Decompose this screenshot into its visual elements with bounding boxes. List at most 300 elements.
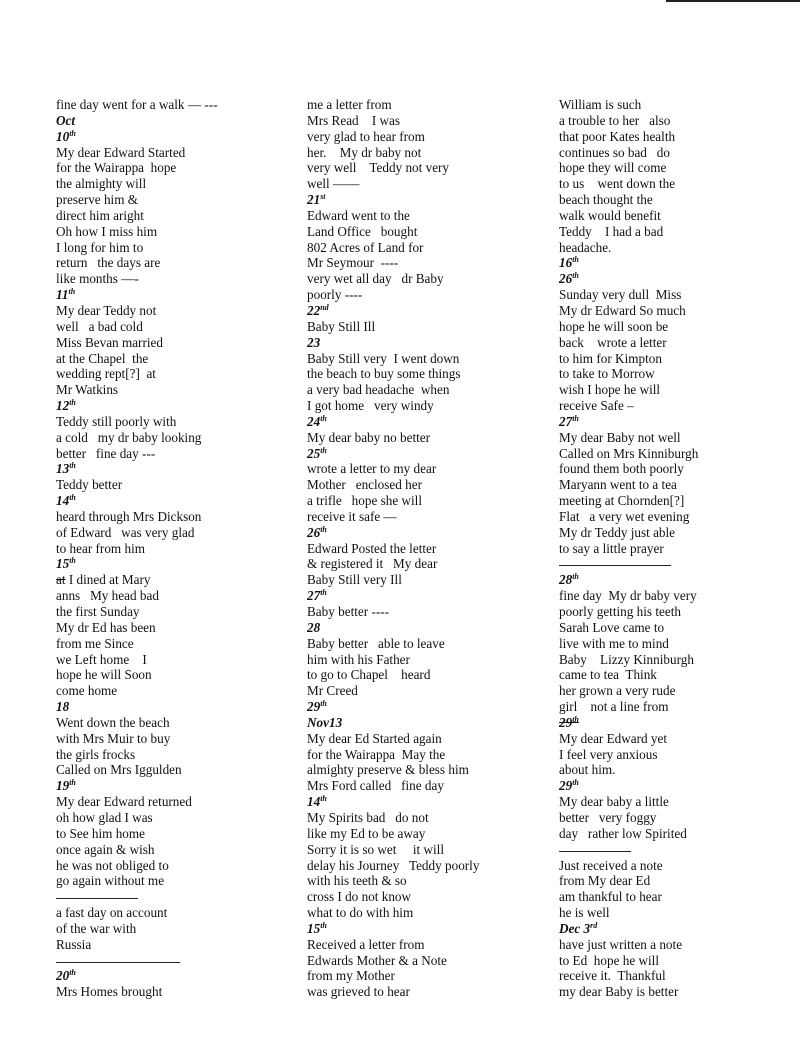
entry-line [559,145,784,161]
entry-line [559,667,784,683]
entry-line [559,287,784,303]
entry-line [56,683,281,699]
entry-line [559,224,784,240]
entry-text: him with his Father [307,651,410,667]
entry-line [559,113,784,129]
entry-text: to us went down the [559,176,676,192]
entry-text: My dear Edward yet [559,730,668,746]
entry-text: My dear Teddy not [56,302,157,318]
date-suffix: th [572,271,579,281]
entry-text: My dear Baby not well [559,429,681,445]
date-heading [307,715,532,731]
entry-line [307,366,532,382]
date-heading [559,921,784,937]
entry-line [307,810,532,826]
entry-text: day rather low Spirited [559,825,687,841]
entry-line [56,208,281,224]
entry-line [559,731,784,747]
date-number: 18 [56,699,70,715]
entry-line [307,255,532,271]
entry-line [56,652,281,668]
entry-line [307,398,532,414]
entry-text: anns My head bad [56,588,159,604]
entry-line [559,541,784,557]
entry-text: go again without me [56,873,165,889]
entry-line [307,652,532,668]
entry-line [56,604,281,620]
date-suffix: th [572,413,579,423]
entry-text: Mr Creed [307,683,358,699]
entry-line [307,145,532,161]
entry-text: oh how glad I was [56,809,153,825]
date-number: 20 [56,968,70,984]
entry-line [56,984,281,1000]
date-heading [56,398,281,414]
entry-line [56,525,281,541]
entry-line [307,889,532,905]
entry-text: of the war with [56,920,137,936]
entry-line [56,446,281,462]
date-suffix: th [69,778,76,788]
entry-text: we Left home I [56,651,147,667]
date-suffix: rd [590,920,598,930]
date-heading [307,620,532,636]
entry-text: cross I do not know [307,889,412,905]
entry-text: found them both poorly [559,461,684,477]
entry-text: to take to Morrow [559,366,655,382]
entry-text: Mother enclosed her [307,477,422,493]
date-suffix: th [320,920,327,930]
entry-line [559,525,784,541]
entry-text: Called on Mrs Kinniburgh [559,445,699,461]
date-suffix: th [320,588,327,598]
date-number: 28 [559,572,573,588]
entry-line [56,937,281,953]
entry-text: Oh how I miss him [56,223,158,239]
entry-text: continues so bad do [559,144,670,160]
entry-line [56,715,281,731]
entry-line [559,160,784,176]
entry-line [559,477,784,493]
entry-line [559,382,784,398]
entry-text: Teddy I had a bad [559,223,664,239]
entry-line [56,541,281,557]
entry-text: I dined at Mary [65,572,151,588]
date-heading [559,271,784,287]
entry-text: what to do with him [307,905,414,921]
entry-line [307,240,532,256]
entry-text: My dear Edward returned [56,794,192,810]
entry-line [307,762,532,778]
entry-text: very wet all day dr Baby [307,271,444,287]
entry-text: receive it. Thankful [559,968,666,984]
entry-text: once again & wish [56,841,155,857]
entry-line [56,319,281,335]
entry-text: better very foggy [559,809,657,825]
entry-line [307,858,532,874]
separator-line [559,842,784,858]
entry-line [307,636,532,652]
entry-line [56,176,281,192]
date-suffix: th [69,398,76,408]
entry-text: preserve him & [56,192,139,208]
entry-text: Edward Posted the letter [307,540,437,556]
entry-text: of Edward was very glad [56,524,195,540]
separator-line [56,953,281,969]
entry-text: poorly getting his teeth [559,604,681,619]
entry-line [307,160,532,176]
entry-line [56,588,281,604]
entry-text: to hear from him [56,540,145,556]
entry-text: Baby better ---- [307,604,390,619]
entry-line [559,905,784,921]
entry-line [307,826,532,842]
date-number: 22 [307,302,321,318]
entry-line [307,667,532,683]
entry-text: William is such [559,97,642,112]
date-heading [56,699,281,715]
entry-line [56,366,281,382]
entry-line [56,858,281,874]
entry-line [307,208,532,224]
entry-line [56,762,281,778]
date-heading [56,778,281,794]
date-suffix: th [572,255,579,265]
date-suffix: th [69,556,76,566]
entry-line [307,509,532,525]
entry-line [307,683,532,699]
date-heading [56,129,281,145]
entry-line [56,842,281,858]
entry-text: with his teeth & so [307,873,407,889]
entry-line [56,620,281,636]
date-suffix: th [69,968,76,978]
entry-text: her grown a very rude [559,683,676,699]
date-number: 12 [56,398,70,414]
entry-text: wrote a letter to my dear [307,461,437,477]
entry-text: from My dear Ed [559,873,651,889]
entry-text: direct him aright [56,207,144,223]
date-number: 27 [559,413,573,429]
entry-line [56,97,281,113]
entry-text: Baby Still very Ill [307,572,402,588]
date-heading [307,794,532,810]
date-heading [559,778,784,794]
entry-line [56,636,281,652]
entry-text: hope they will come [559,160,667,176]
date-heading [307,335,532,351]
entry-text: Baby Still Ill [307,318,376,334]
date-number: 16 [559,255,573,271]
entry-line [56,873,281,889]
date-number: 19 [56,778,70,794]
entry-line [559,335,784,351]
date-number: Nov13 [307,714,343,730]
date-heading [56,461,281,477]
entry-line [307,842,532,858]
date-number: 10 [56,128,70,144]
date-heading [559,414,784,430]
entry-text: hope he will soon be [559,318,669,334]
entry-line [559,398,784,414]
entry-line [559,192,784,208]
entry-text: walk would benefit [559,207,661,223]
entry-text: better fine day --- [56,445,156,461]
date-suffix: th [320,794,327,804]
diary-column-1 [56,97,281,1000]
entry-line [559,366,784,382]
date-suffix: th [320,524,327,534]
entry-line [559,430,784,446]
entry-text: with Mrs Muir to buy [56,730,171,746]
entry-text: receive Safe – [559,398,634,414]
entry-text: Edwards Mother & a Note [307,952,447,968]
entry-line [559,493,784,509]
entry-text: live with me to mind [559,635,669,651]
date-heading [56,968,281,984]
diary-column-3 [559,97,784,1000]
date-number: 15 [307,920,321,936]
date-number: 26 [559,271,573,287]
entry-line [559,968,784,984]
entry-line [559,509,784,525]
date-heading [307,921,532,937]
entry-line [307,176,532,192]
date-heading [559,572,784,588]
entry-text: beach thought the [559,192,653,208]
date-heading [56,287,281,303]
entry-text: fine day went for a walk — --- [56,97,218,112]
entry-text: from me Since [56,635,134,651]
entry-line [559,461,784,477]
entry-text: wedding rept[?] at [56,366,156,382]
entry-line [307,113,532,129]
entry-text: Baby Lizzy Kinniburgh [559,651,694,667]
entry-line [307,541,532,557]
entry-text: like months —- [56,271,139,287]
entry-text: delay his Journey Teddy poorly [307,857,480,873]
entry-text: the first Sunday [56,604,140,619]
entry-text: hope he will Soon [56,667,152,683]
entry-text: I feel very anxious [559,746,658,762]
entry-line [559,652,784,668]
entry-line [307,747,532,763]
entry-text: a cold my dr baby looking [56,429,202,445]
date-number: 26 [307,524,321,540]
entry-line [559,873,784,889]
entry-text: Maryann went to a tea [559,477,677,493]
entry-line [307,905,532,921]
entry-line [56,905,281,921]
diary-column-2 [307,97,532,1000]
entry-line [307,493,532,509]
struck-word: at [56,572,66,588]
entry-text: Miss Bevan married [56,334,163,350]
entry-line [559,937,784,953]
entry-line [56,921,281,937]
entry-text: My dr Teddy just able [559,524,676,540]
entry-line [307,287,532,303]
date-number: 28 [307,619,321,635]
date-number: 11 [56,287,69,303]
entry-line [56,826,281,842]
entry-line [307,382,532,398]
entry-line [307,461,532,477]
entry-line [559,984,784,1000]
entry-line [307,319,532,335]
entry-text: well a bad cold [56,318,143,334]
entry-line [307,556,532,572]
entry-text: about him. [559,762,616,778]
entry-text: poorly ---- [307,287,363,303]
date-heading [307,525,532,541]
entry-text: 802 Acres of Land for [307,239,424,255]
entry-text: Teddy still poorly with [56,413,177,429]
separator-line [56,889,281,905]
entry-line [56,731,281,747]
entry-line [559,762,784,778]
entry-line [559,794,784,810]
entry-line [56,477,281,493]
date-number: 13 [56,461,70,477]
entry-text: fine day My dr baby very [559,588,697,604]
date-suffix: th [69,461,76,471]
entry-text: have just written a note [559,936,683,952]
entry-line [307,937,532,953]
entry-line [56,335,281,351]
entry-line [56,145,281,161]
entry-text: the girls frocks [56,746,136,762]
date-number: Dec 3 [559,920,591,936]
entry-text: headache. [559,239,612,255]
entry-line [559,810,784,826]
entry-text: a trouble to her also [559,112,671,128]
entry-line [307,430,532,446]
entry-line [307,97,532,113]
entry-line [307,224,532,240]
entry-line [559,129,784,145]
entry-line [307,271,532,287]
entry-text: to See him home [56,825,146,841]
entry-line [559,97,784,113]
date-number: 29 [307,699,321,715]
entry-line [307,984,532,1000]
entry-text: Sarah Love came to [559,619,665,635]
date-number: 15 [56,556,70,572]
entry-text: at the Chapel the [56,350,149,366]
entry-line [559,747,784,763]
date-heading [56,556,281,572]
entry-text: the almighty will [56,176,147,192]
entry-line [307,778,532,794]
entry-text: for the Wairappa May the [307,746,446,762]
date-heading [559,255,784,271]
date-heading [307,303,532,319]
date-number: 21 [307,192,321,208]
entry-line [307,731,532,747]
entry-text: Land Office bought [307,223,418,239]
entry-line [559,636,784,652]
entry-text: Mrs Homes brought [56,984,163,1000]
entry-text: Teddy better [56,477,123,493]
entry-text: Called on Mrs Iggulden [56,762,182,778]
date-number: 23 [307,334,321,350]
entry-line [56,430,281,446]
entry-line [56,303,281,319]
entry-text: I long for him to [56,239,144,255]
entry-text: My dr Edward So much [559,302,686,318]
entry-text: My dear baby no better [307,429,431,445]
entry-text: heard through Mrs Dickson [56,508,202,524]
date-suffix: th [320,699,327,709]
entry-line [56,255,281,271]
entry-line [559,699,784,715]
entry-text: am thankful to hear [559,889,662,905]
entry-line [307,351,532,367]
entry-text: the beach to buy some things [307,366,461,382]
entry-text: Baby better able to leave [307,635,445,651]
entry-text: Flat a very wet evening [559,508,690,524]
entry-line [56,810,281,826]
date-heading [307,192,532,208]
entry-text: that poor Kates health [559,128,676,144]
entry-text: return the days are [56,255,161,271]
date-heading [307,446,532,462]
entry-line [56,160,281,176]
entry-line [559,319,784,335]
date-suffix: th [572,714,579,724]
entry-line [56,224,281,240]
entry-text: Went down the beach [56,714,170,730]
entry-text: Mrs Ford called fine day [307,778,444,794]
entry-text: Just received a note [559,857,663,873]
entry-line [56,192,281,208]
entry-text: to him for Kimpton [559,350,662,366]
date-number: 29 [559,714,573,730]
entry-line [559,446,784,462]
entry-text: My dear Edward Started [56,144,186,160]
entry-line [56,667,281,683]
entry-line [56,271,281,287]
entry-text: girl not a line from [559,699,669,715]
date-heading [307,414,532,430]
entry-line [56,509,281,525]
entry-text: a trifle hope she will [307,493,422,509]
entry-line [559,683,784,699]
entry-text: My Spirits bad do not [307,809,429,825]
entry-line [56,572,281,588]
entry-text: Mr Watkins [56,382,119,398]
entry-text: came to tea Think [559,667,657,683]
entry-text: almighty preserve & bless him [307,762,469,778]
entry-text: meeting at Chornden[?] [559,493,685,509]
entry-text: like my Ed to be away [307,825,426,841]
entry-text: My dear Ed Started again [307,730,442,746]
date-suffix: th [69,493,76,503]
entry-line [56,240,281,256]
entry-text: for the Wairappa hope [56,160,177,176]
entry-text: Sorry it is so wet it will [307,841,445,857]
entry-text: was grieved to hear [307,984,410,1000]
entry-line [307,129,532,145]
entry-line [559,588,784,604]
entry-text: My dr Ed has been [56,619,156,635]
entry-text: My dear baby a little [559,794,669,810]
date-number: 25 [307,445,321,461]
entry-line [307,953,532,969]
date-number: 29 [559,778,573,794]
entry-line [56,351,281,367]
